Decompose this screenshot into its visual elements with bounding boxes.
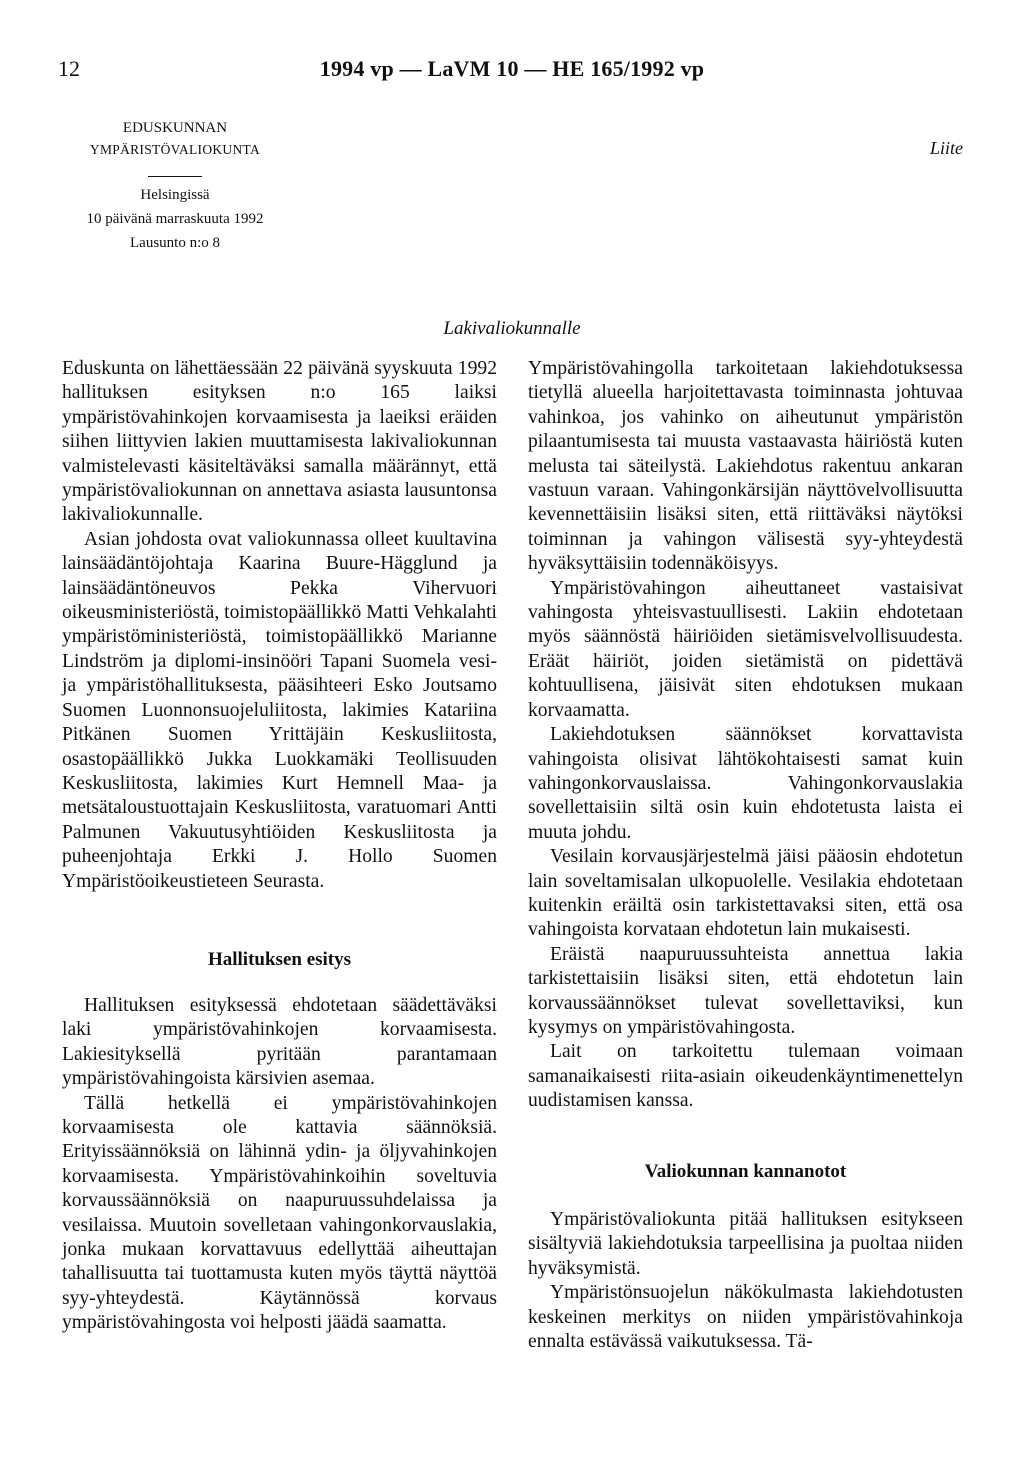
sender-line-1: EDUSKUNNAN xyxy=(122,120,228,136)
attachment-label: Liite xyxy=(930,138,964,158)
paragraph: Eräistä naapuruussuhteista annettua lakia tarkistettaisiin lisäksi siten, että ehdotetun lain korvaussäännökset tulevat sovellettaviksi, kun kysymys on ympäristövahingosta. xyxy=(528,943,963,1038)
section-heading-hallituksen-esitys: Hallituksen esitys xyxy=(207,949,352,970)
paragraph: Ympäristönsuojelun näkökulmasta lakiehdotusten keskeinen merkitys on niiden ympäristövahinkoja ennalta estävässä vaikutuksessa. Tä- xyxy=(528,1282,963,1353)
paragraph: Ympäristövahingon aiheuttaneet vastaisivat vahingosta yhteisvastuullisesti. Lakiin ehdotetaan myös säännöstä häiriöiden sietämisvelvollisuudesta. Eräät häiriöt, joiden sietämistä on pidettävä kohtuullisena, jäisivät siten ehdotuksen mukaan korvaamatta. xyxy=(528,577,963,721)
place: Helsingissä xyxy=(140,187,210,203)
paragraph: Asian johdosta ovat valiokunnassa olleet kuultavina lainsäädäntöjohtaja Kaarina Buure-Hägglund ja lainsäädäntöneuvos Pekka Vihervuori oikeusministeriöstä, toimistopäällikkö Matti Vehkalahti ympäristöministeriöstä, toimistopäällikkö Marianne Lindström ja diplomi-insinööri Tapani Suomela vesi- ja ympäristöhallituksesta, pääsihteeri Esko Joutsamo Suomen Luonnonsuojeluliitosta, lakimies Katariina Pitkänen Suomen Yrittäjäin Keskusliitosta, osastopäällikkö Jukka Luokkamäki Teollisuuden Keskusliitosta, lakimies Kurt Hemnell Maa- ja metsätaloustuottajain Keskusliitosta, varatuomari Antti Palmunen Vakuutusyhtiöiden Keskusliitosta ja puheenjohtaja Erkki J. Hollo Suomen Ympäristöoikeustieteen Seurasta. xyxy=(62,528,498,892)
paragraph: Ympäristövahingolla tarkoitetaan lakiehdotuksessa tietyllä alueella harjoitettavasta toiminnasta johtuvaa vahinkoa, jos vahinko on aiheutunut ympäristön pilaantumisesta tai muusta vastaavasta häiriöstä kuten melusta tai säteilystä. Lakiehdotus rakentuu ankaran vastuun varaan. Vahingonkärsijän näyttövelvollisuutta kevennettäisiin lisäksi siten, että riittäväksi näytöksi toiminnan ja vahingon välisestä syy-yhteydestä hyväksyttäisiin todennäköisyys. xyxy=(528,358,963,575)
paragraph: Tällä hetkellä ei ympäristövahinkojen korvaamisesta ole kattavia säännöksiä. Erityissäännöksiä on lähinnä ydin- ja öljyvahinkojen korvaamisesta. Ympäristövahinkoihin soveltuvia korvaussäännöksiä on naapuruussuhdelaissa ja vesilaissa. Muutoin sovelletaan vahingonkorvauslakia, jonka mukaan korvattavuus edellyttää aiheuttajan tahallisuutta tai tuottamusta kuten myös täyttä näyttöä syy-yhteydestä. Käytännössä korvaus ympäristövahingosta voi helposti jäädä saamatta. xyxy=(62,1092,497,1334)
right-column xyxy=(528,357,963,1354)
section-heading-valiokunnan-kannanotot: Valiokunnan kannanotot xyxy=(644,1160,847,1182)
addressee: Lakivaliokunnalle xyxy=(443,318,581,339)
left-column-section xyxy=(62,994,497,1336)
paragraph: Hallituksen esityksessä ehdotetaan säädettäväksi laki ympäristövahinkojen korvaamisesta. Lakiesityksellä pyritään parantamaan ympäristövahingoista kärsivien asemaa. xyxy=(62,995,497,1090)
sender-meta xyxy=(30,183,320,255)
paragraph: Lait on tarkoitettu tulemaan voimaan samanaikaisesti riita-asiain oikeudenkäyntimenettelyn uudistamisen kanssa. xyxy=(528,1041,963,1112)
paragraph: Eduskunta on lähettäessään 22 päivänä syyskuuta 1992 hallituksen esityksen n:o 165 laiksi ympäristövahinkojen korvaamisesta ja laeiksi eräiden siihen liittyvien lakien muuttamisesta lakivaliokunnan valmistelevasti käsiteltäväksi samalla määrännyt, että ympäristövaliokunnan on annettava asiasta lausuntonsa lakivaliokunnalle. xyxy=(62,358,497,526)
paragraph: Lakiehdotuksen säännökset korvattavista vahingoista olisivat lähtökohtaisesti samat kuin vahingonkorvauslaissa. Vahingonkorvauslakia sovellettaisiin siltä osin kuin ehdotetusta laista ei muuta johdu. xyxy=(528,724,963,843)
sender-line-2: YMPÄRISTÖVALIOKUNTA xyxy=(89,142,261,157)
date: 10 päivänä marraskuuta 1992 xyxy=(86,211,264,227)
statement-number: Lausunto n:o 8 xyxy=(130,235,220,251)
left-column-intro xyxy=(62,357,497,894)
running-head: 1994 vp — LaVM 10 — HE 165/1992 vp xyxy=(319,56,705,81)
paragraph: Ympäristövaliokunta pitää hallituksen esitykseen sisältyviä lakiehdotuksia tarpeellisina ja puoltaa niiden hyväksymistä. xyxy=(528,1209,963,1279)
page-number: 12 xyxy=(58,56,80,81)
divider xyxy=(148,176,202,177)
sender-block xyxy=(30,118,320,160)
paragraph: Vesilain korvausjärjestelmä jäisi pääosin ehdotetun lain soveltamisalan ulkopuolelle. Vesilakia ehdotetaan kuitenkin eräiltä osin tarkistettavaksi siten, että osa vahingoista korvataan ehdotetun lain mukaisesti. xyxy=(528,846,963,941)
